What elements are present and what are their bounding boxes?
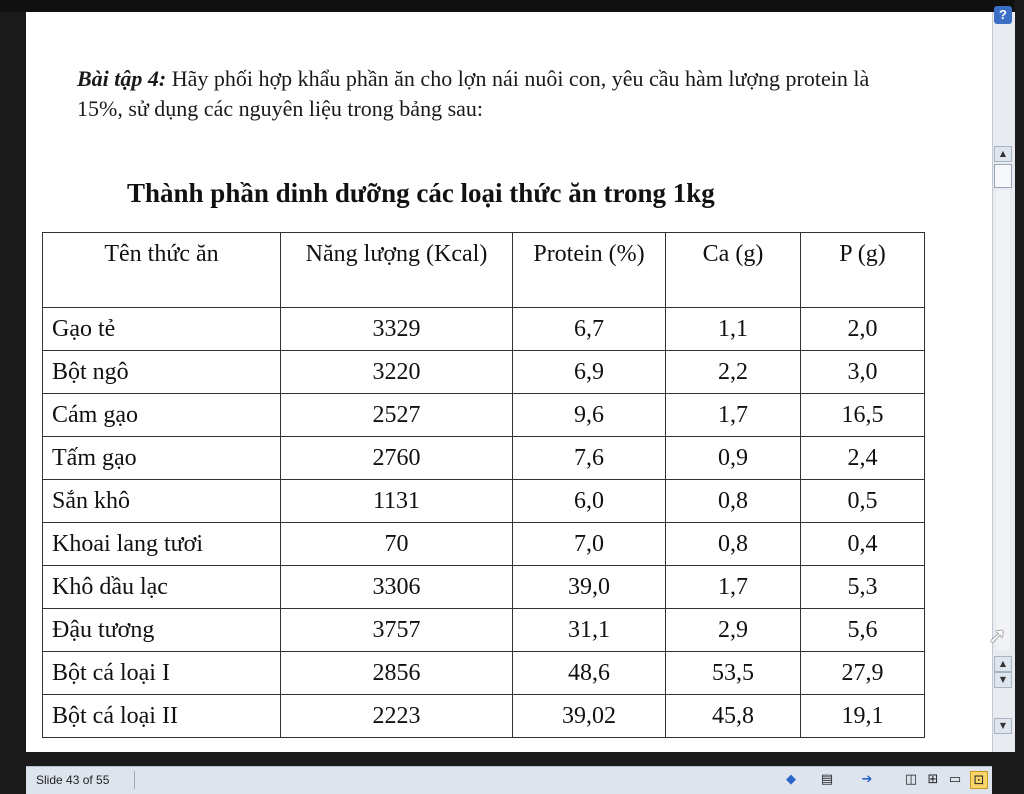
table-row xyxy=(43,523,925,566)
slide-counter: Slide 43 of 55 xyxy=(36,773,110,787)
scroll-track[interactable] xyxy=(996,190,1010,650)
table-row xyxy=(43,566,925,609)
food-name: Cám gạo xyxy=(43,394,281,437)
scroll-up-icon[interactable]: ▲ xyxy=(994,146,1012,162)
protein-value: 6,7 xyxy=(513,308,666,351)
window-top-bar xyxy=(0,0,1024,12)
food-name: Sắn khô xyxy=(43,480,281,523)
calcium-value: 53,5 xyxy=(666,652,801,695)
window-right-edge xyxy=(1014,0,1024,793)
energy-value: 1131 xyxy=(281,480,513,523)
energy-value: 2527 xyxy=(281,394,513,437)
phosphorus-value: 27,9 xyxy=(801,652,925,695)
exercise-body: Hãy phối hợp khẩu phần ăn cho lợn nái nuôi con, yêu cầu hàm lượng protein là 15%, sử dụng các nguyên liệu trong bảng sau: xyxy=(77,66,870,121)
normal-view-icon[interactable]: ◫ xyxy=(904,772,918,787)
previous-slide-scroll-icon[interactable]: ▲ xyxy=(994,656,1012,672)
header-protein: Protein (%) xyxy=(513,233,666,308)
energy-value: 3757 xyxy=(281,609,513,652)
protein-value: 7,6 xyxy=(513,437,666,480)
protein-value: 39,0 xyxy=(513,566,666,609)
energy-value: 2856 xyxy=(281,652,513,695)
protein-value: 48,6 xyxy=(513,652,666,695)
protein-value: 7,0 xyxy=(513,523,666,566)
protein-value: 31,1 xyxy=(513,609,666,652)
protein-value: 6,0 xyxy=(513,480,666,523)
exercise-text xyxy=(77,64,907,124)
energy-value: 70 xyxy=(281,523,513,566)
table-header-row xyxy=(43,233,925,308)
slideshow-icon[interactable]: ⊡ xyxy=(970,771,988,789)
phosphorus-value: 5,3 xyxy=(801,566,925,609)
calcium-value: 0,8 xyxy=(666,523,801,566)
food-name: Bột cá loại I xyxy=(43,652,281,695)
energy-value: 2223 xyxy=(281,695,513,738)
next-slide-icon[interactable]: ➔ xyxy=(861,772,873,787)
reading-view-icon[interactable]: ▭ xyxy=(948,772,962,787)
energy-value: 3329 xyxy=(281,308,513,351)
table-row xyxy=(43,652,925,695)
phosphorus-value: 2,0 xyxy=(801,308,925,351)
calcium-value: 1,7 xyxy=(666,566,801,609)
phosphorus-value: 0,4 xyxy=(801,523,925,566)
calcium-value: 2,2 xyxy=(666,351,801,394)
calcium-value: 0,8 xyxy=(666,480,801,523)
food-name: Tấm gạo xyxy=(43,437,281,480)
energy-value: 3220 xyxy=(281,351,513,394)
phosphorus-value: 5,6 xyxy=(801,609,925,652)
protein-value: 39,02 xyxy=(513,695,666,738)
food-name: Bột ngô xyxy=(43,351,281,394)
calcium-value: 0,9 xyxy=(666,437,801,480)
energy-value: 3306 xyxy=(281,566,513,609)
phosphorus-value: 2,4 xyxy=(801,437,925,480)
calcium-value: 2,9 xyxy=(666,609,801,652)
food-name: Khô dầu lạc xyxy=(43,566,281,609)
header-food-name: Tên thức ăn xyxy=(43,233,281,308)
protein-value: 6,9 xyxy=(513,351,666,394)
table-row xyxy=(43,695,925,738)
energy-value: 2760 xyxy=(281,437,513,480)
slide-sorter-icon[interactable]: ⊞ xyxy=(927,772,939,787)
status-bar xyxy=(26,766,992,794)
table-row xyxy=(43,609,925,652)
nutrition-table xyxy=(42,232,925,738)
phosphorus-value: 0,5 xyxy=(801,480,925,523)
help-icon[interactable]: ? xyxy=(994,6,1012,24)
calcium-value: 1,7 xyxy=(666,394,801,437)
calcium-value: 1,1 xyxy=(666,308,801,351)
scroll-down-icon[interactable]: ▼ xyxy=(994,718,1012,734)
phosphorus-value: 3,0 xyxy=(801,351,925,394)
food-name: Khoai lang tươi xyxy=(43,523,281,566)
exercise-label: Bài tập 4: xyxy=(77,66,167,91)
table-row xyxy=(43,437,925,480)
table-row xyxy=(43,394,925,437)
food-name: Bột cá loại II xyxy=(43,695,281,738)
table-row xyxy=(43,480,925,523)
protein-value: 9,6 xyxy=(513,394,666,437)
next-slide-scroll-icon[interactable]: ▼ xyxy=(994,672,1012,688)
food-name: Đậu tương xyxy=(43,609,281,652)
scroll-thumb[interactable] xyxy=(994,164,1012,188)
header-phosphorus: P (g) xyxy=(801,233,925,308)
food-name: Gạo tẻ xyxy=(43,308,281,351)
calcium-value: 45,8 xyxy=(666,695,801,738)
table-title: Thành phần dinh dưỡng các loại thức ăn trong 1kg xyxy=(127,178,715,208)
notes-page-icon[interactable]: ▤ xyxy=(820,772,834,787)
previous-slide-icon[interactable]: ◆ xyxy=(786,772,796,787)
phosphorus-value: 19,1 xyxy=(801,695,925,738)
table-row xyxy=(43,351,925,394)
table-row xyxy=(43,308,925,351)
phosphorus-value: 16,5 xyxy=(801,394,925,437)
header-energy: Năng lượng (Kcal) xyxy=(281,233,513,308)
mouse-pointer-icon: ➚ xyxy=(988,624,1007,649)
header-calcium: Ca (g) xyxy=(666,233,801,308)
status-divider xyxy=(134,771,135,789)
